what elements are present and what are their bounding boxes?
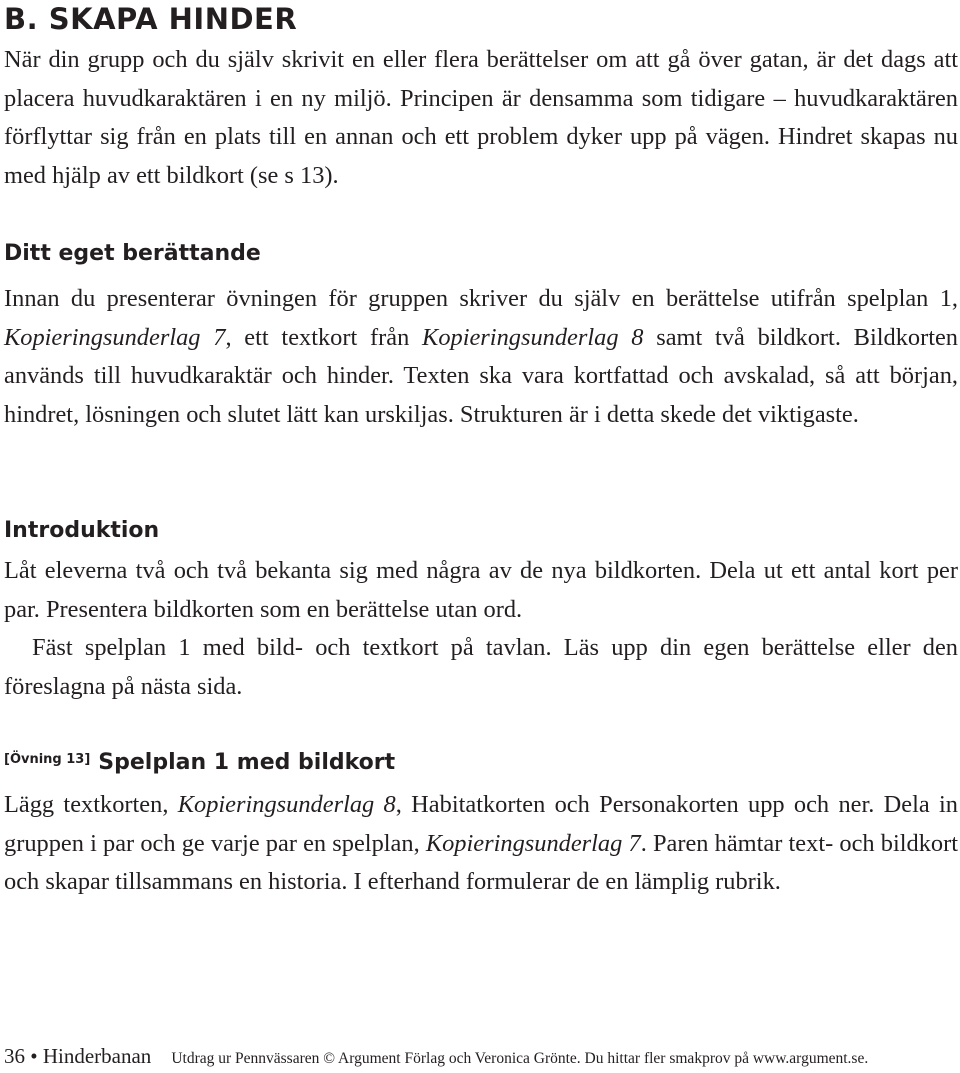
section-title: B. SKAPA HINDER [4, 2, 298, 36]
own-story-paragraph: Innan du presenterar övningen för gruppen skriver du själv en berättelse utifrån spelplan 1, Kopieringsunderlag 7, ett textkort från Kopieringsunderlag 8 samt två bildkort. Bildkorten används till huvudkaraktär och hinder. Texten ska vara kortfattad och avskalad, så att början, hindret, lösningen och slutet lätt kan urskiljas. Strukturen är i detta skede det viktigaste. [4, 285, 959, 428]
reference-kopieringsunderlag-8: Kopieringsunderlag 8 [422, 323, 644, 351]
intro-paragraph: När din grupp och du själv skrivit en eller flera berättelser om att gå över gatan, är det dags att placera huvudkaraktären i en ny miljö. Principen är densamma som tidigare – huvudkaraktären förflyttar sig från en plats till en annan och ett problem dyker upp på vägen. Hindret skapas nu med hjälp av ett bildkort (se s 13). [4, 46, 958, 189]
page-footer [4, 1044, 960, 1069]
reference-kopieringsunderlag-7: Kopieringsunderlag 7 [425, 829, 641, 857]
exercise-heading-row [4, 750, 395, 775]
page-number: 36 • Hinderbanan [4, 1044, 152, 1068]
introduction-paragraph-1: Låt eleverna två och två bekanta sig med några av de nya bildkorten. Dela ut ett antal kort per par. Presentera bildkorten som en berättelse utan ord. [4, 557, 958, 623]
exercise-heading: Spelplan 1 med bildkort [98, 750, 396, 775]
introduction-paragraph-2: Fäst spelplan 1 med bild- och textkort på tavlan. Läs upp din egen berättelse eller den föreslagna på nästa sida. [4, 634, 958, 700]
own-story-heading: Ditt eget berättande [4, 241, 261, 266]
introduction-heading: Introduktion [4, 518, 160, 543]
reference-kopieringsunderlag-7: Kopieringsunderlag 7 [4, 323, 226, 351]
exercise-paragraph: Lägg textkorten, Kopieringsunderlag 8, Habitatkorten och Personakorten upp och ner. Dela in gruppen i par och ge varje par en spelplan, Kopieringsunderlag 7. Paren hämtar text- och bildkort och skapar tillsammans en historia. I efterhand formulerar de en lämplig rubrik. [4, 791, 958, 895]
reference-kopieringsunderlag-8: Kopieringsunderlag 8 [177, 791, 396, 818]
footer-credit: Utdrag ur Pennvässaren © Argument Förlag och Veronica Grönte. Du hittar fler smakprov på www.argument.se. [171, 1050, 869, 1067]
exercise-number-tag: [Övning 13] [4, 752, 91, 767]
